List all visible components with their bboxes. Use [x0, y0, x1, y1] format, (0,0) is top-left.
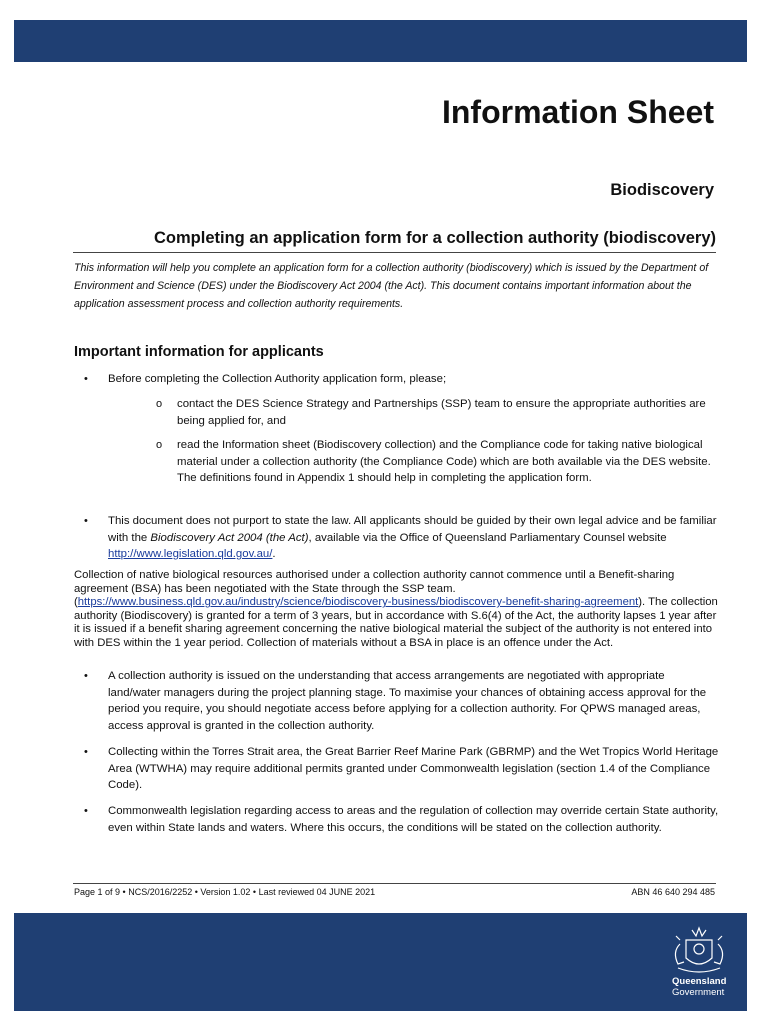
brand-queensland: Queensland: [672, 976, 727, 987]
sub-bullet-icon: o: [156, 398, 163, 410]
bullet-icon: •: [84, 373, 88, 385]
act-name: Biodiscovery Act 2004 (the Act): [150, 531, 309, 544]
bsa-link[interactable]: https://www.business.qld.gov.au/industry/science/biodiscovery-business/biodiscovery-benefit-sharing-agreement: [77, 596, 639, 609]
title-divider: [73, 252, 716, 253]
header-band: [14, 20, 747, 62]
bullet-legal-text-b: , available via the Office of Queensland Parliamentary Counsel website: [308, 531, 667, 544]
bsa-text-a: Collection of native biological resources authorised under a collection authority cannot commence until a Benefit-sharing agreement (BSA) has been negotiated with the State through the SSP team. (: [74, 569, 675, 609]
sub-bullet-read-information: read the Information sheet (Biodiscovery collection) and the Compliance code for taking native biological material under a collection authority (the Compliance Code) which are both available via the DES website. The definitions found in Appendix 1 should help in completing the application form.: [177, 439, 711, 484]
brand-government: Government: [672, 987, 725, 998]
footer-page-info: Page 1 of 9 • NCS/2016/2252 • Version 1.02 • Last reviewed 04 JUNE 2021: [74, 887, 376, 897]
intro-paragraph: This information will help you complete an application form for a collection authority (biodiscovery) which is issued by the Department of Environment and Science (DES) under the Biodiscovery Act 2004 (the Act). This document contains important information about the application assessment process and collection authority requirements.: [74, 262, 709, 310]
bullet-icon: •: [84, 670, 88, 682]
footer-abn: ABN 46 640 294 485: [631, 887, 715, 897]
bullet-commonwealth-legislation: Commonwealth legislation regarding access to areas and the regulation of collection may override certain State authority, even within State lands and waters. Where this occurs, the conditions will be stated on the collection authority.: [108, 805, 719, 834]
bullet-icon: •: [84, 746, 88, 758]
bullet-legal-advice: [108, 513, 720, 563]
bsa-paragraph: [74, 569, 720, 651]
bsa-text-b: ). The collection authority (Biodiscovery) is granted for a term of 3 years, but in accordance with S.6(4) of the Act, the authority lapses 1 year after it is issued if a benefit sharing agreement concerning the native biological material the subject of the authority is not entered into with DES within the 1 year period. Collection of materials without a BSA in place is an offence under the Act.: [74, 596, 718, 649]
legislation-link[interactable]: http://www.legislation.qld.gov.au/: [108, 548, 273, 560]
document-title: Completing an application form for a collection authority (biodiscovery): [154, 229, 716, 247]
document-type-heading: Information Sheet: [441, 94, 714, 130]
queensland-crest-icon: [666, 922, 732, 984]
bullet-legal-text-a: This document does not purport to state the law. All applicants should be guided by their own legal advice and be familiar with the: [108, 515, 717, 544]
sub-bullet-icon: o: [156, 439, 163, 451]
sub-bullet-contact-ssp: contact the DES Science Strategy and Partnerships (SSP) team to ensure the appropriate authorities are being applied for, and: [177, 398, 706, 427]
bullet-icon: •: [84, 515, 88, 527]
subject-heading: Biodiscovery: [610, 181, 714, 199]
section-heading: Important information for applicants: [74, 344, 324, 360]
bullet-access-arrangements: A collection authority is issued on the understanding that access arrangements are negotiated with appropriate land/water managers during the project planning stage. To maximise your chances of obtaining access approval for the period you require, you should negotiate access before applying for a collection authority. For QPWS managed areas, access approval is granted in the collection authority.: [108, 670, 707, 732]
bullet-torres-strait: Collecting within the Torres Strait area, the Great Barrier Reef Marine Park (GBRMP) and the Wet Tropics World Heritage Area (WTWHA) may require additional permits granted under Commonwealth legislation (section 1.4 of the Compliance Code).: [108, 746, 719, 791]
bullet-before-completing: Before completing the Collection Authority application form, please;: [108, 373, 447, 385]
footer-divider: [73, 883, 716, 884]
footer-band: [14, 913, 747, 1011]
bullet-legal-end: .: [272, 548, 276, 560]
bullet-icon: •: [84, 805, 88, 817]
